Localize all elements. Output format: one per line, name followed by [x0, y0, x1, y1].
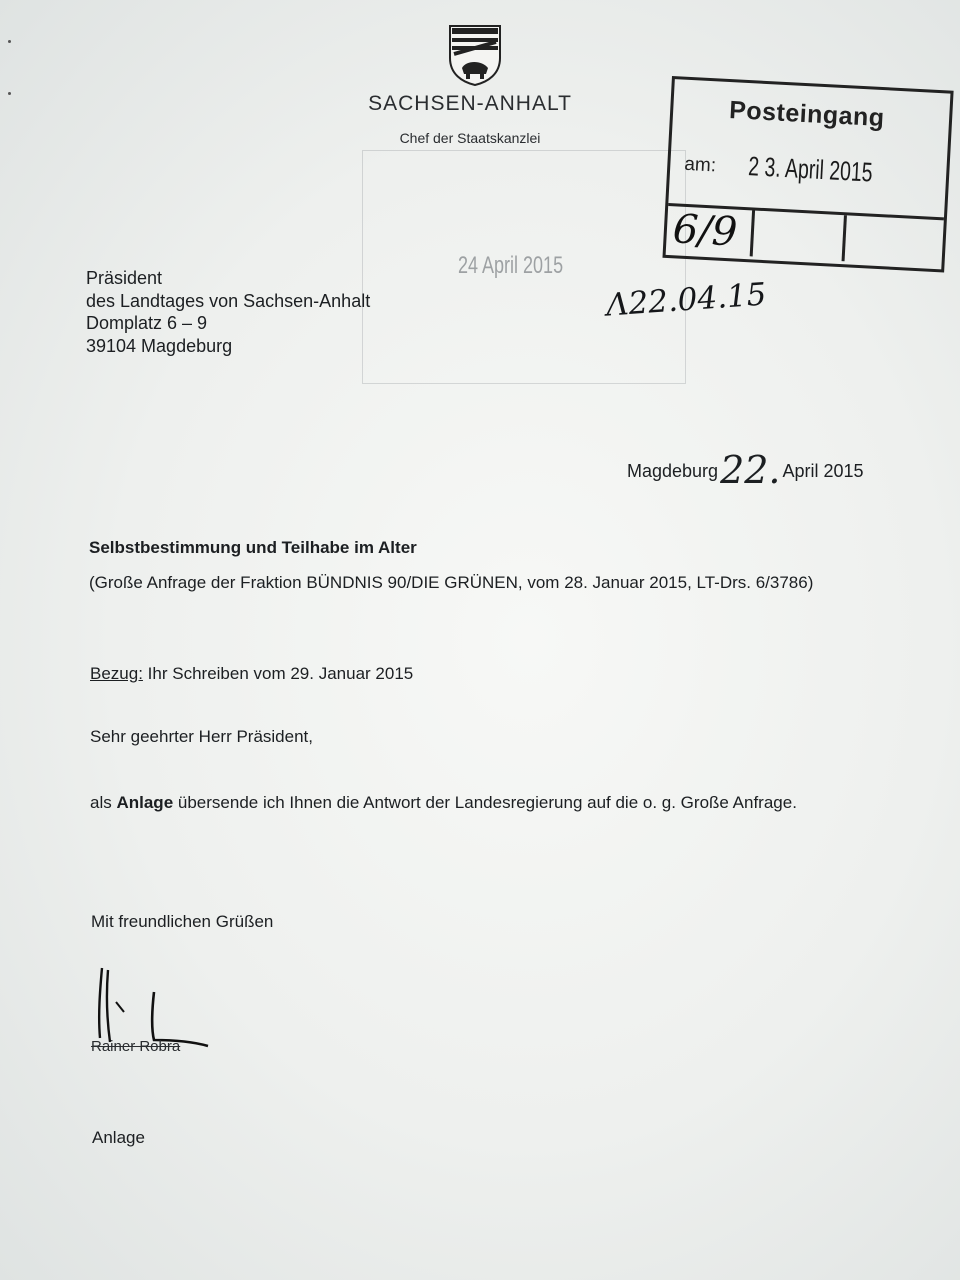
recipient-line: 39104 Magdeburg	[86, 335, 233, 356]
body-text-pre: als	[90, 793, 112, 812]
received-stamp	[662, 76, 953, 273]
body-text-post: übersende ich Ihnen die Antwort der Landesregierung auf die o. g. Große Anfrage.	[177, 793, 797, 812]
stamp-title: Posteingang	[728, 96, 886, 133]
salutation: Sehr geehrter Herr Präsident,	[90, 727, 313, 746]
closing: Mit freundlichen Grüßen	[91, 912, 274, 931]
body-text-bold: Anlage	[116, 793, 174, 812]
stamp-date-label: am:	[683, 153, 717, 177]
handwritten-note: Λ22.04.15	[604, 276, 768, 324]
stamp-field-row	[666, 203, 944, 268]
body-paragraph	[90, 788, 850, 818]
date-city: Magdeburg	[627, 461, 719, 481]
organization-name: SACHSEN-ANHALT	[368, 92, 572, 115]
reference-label: Bezug:	[90, 664, 143, 683]
subject-title: Selbstbestimmung und Teilhabe im Alter	[89, 538, 417, 557]
reference-line	[90, 664, 413, 684]
recipient-line: Präsident	[86, 268, 163, 288]
recipient-line: Domplatz 6 – 9	[86, 313, 208, 333]
reference-text: Ihr Schreiben vom 29. Januar 2015	[147, 664, 414, 683]
organization-subtitle: Chef der Staatskanzlei	[399, 130, 541, 146]
recipient-address	[86, 267, 370, 357]
stamp-handwritten-number: 6/9	[671, 206, 739, 256]
date-day-handwritten: 22.	[720, 448, 781, 492]
signer-name: Rainer Robra	[91, 1038, 181, 1055]
ghost-stamp-date: 24 April 2015	[458, 252, 564, 279]
stamp-date: 2 3. April 2015	[747, 151, 874, 188]
paper-speck	[8, 40, 11, 43]
paper-speck	[8, 92, 11, 95]
recipient-line: des Landtages von Sachsen-Anhalt	[86, 290, 371, 311]
stamp-cell-divider	[842, 215, 847, 261]
stamp-cell-divider	[750, 210, 755, 256]
letter-date	[627, 442, 864, 492]
subject-detail: (Große Anfrage der Fraktion BÜNDNIS 90/DIE GRÜNEN, vom 28. Januar 2015, LT-Drs. 6/3786)	[89, 573, 814, 592]
enclosure-note: Anlage	[92, 1128, 145, 1147]
coat-of-arms-icon	[448, 24, 502, 86]
date-month-year: April 2015	[782, 461, 864, 481]
